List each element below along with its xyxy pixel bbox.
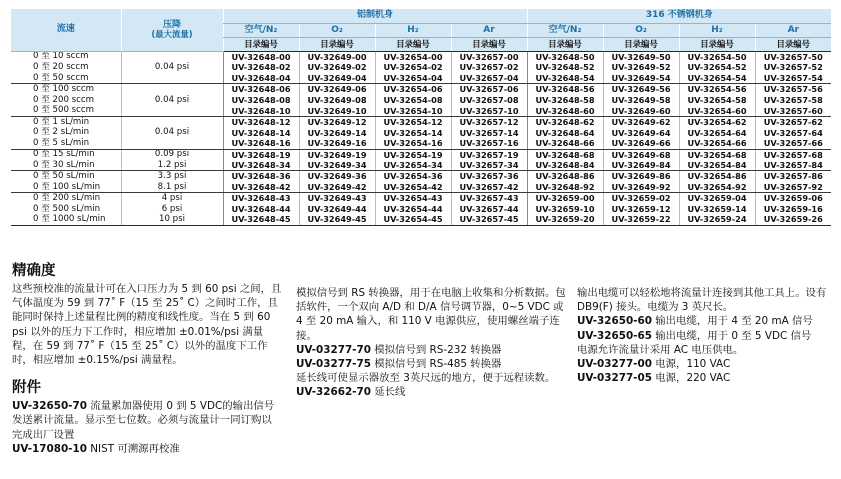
table-row <box>11 214 831 225</box>
converter-code: UV-03277-70 <box>296 343 371 356</box>
catalog-number-cell: UV-32648-42 <box>223 182 299 193</box>
table-header <box>11 9 831 51</box>
flow-rate-cell: 0 至 500 sccm <box>11 105 121 116</box>
converters-column <box>296 286 566 400</box>
catalog-number-cell: UV-32648-86 <box>527 171 603 182</box>
power-item <box>577 357 837 371</box>
cable-item <box>577 314 837 328</box>
catalog-number-cell: UV-32659-22 <box>603 214 679 225</box>
catalog-number-cell: UV-32657-00 <box>451 51 527 62</box>
gas-header-ar-al: Ar <box>451 23 527 37</box>
catalog-number-cell: UV-32648-66 <box>527 138 603 149</box>
catalog-number-cell: UV-32649-56 <box>603 84 679 95</box>
catalog-number-cell: UV-32657-36 <box>451 171 527 182</box>
table-row <box>11 95 831 106</box>
catalog-label: 目录编号 <box>679 37 755 51</box>
catalog-number-cell: UV-32649-58 <box>603 95 679 106</box>
catalog-number-cell: UV-32654-56 <box>679 84 755 95</box>
table-row <box>11 171 831 182</box>
catalog-number-cell: UV-32649-14 <box>299 127 375 138</box>
catalog-number-cell: UV-32659-20 <box>527 214 603 225</box>
catalog-number-cell: UV-32654-84 <box>679 160 755 171</box>
pressure-drop-cell: 0.09 psi <box>121 149 223 160</box>
catalog-number-cell: UV-32649-36 <box>299 171 375 182</box>
catalog-number-cell: UV-32649-68 <box>603 149 679 160</box>
table-row <box>11 203 831 214</box>
cable-item <box>577 329 837 343</box>
catalog-number-cell: UV-32657-50 <box>755 51 831 62</box>
catalog-number-cell: UV-32648-00 <box>223 51 299 62</box>
catalog-number-cell: UV-32654-19 <box>375 149 451 160</box>
catalog-number-cell: UV-32657-44 <box>451 203 527 214</box>
pressure-drop-label: 压降 <box>162 19 181 30</box>
table-row <box>11 105 831 116</box>
catalog-number-cell: UV-32654-64 <box>679 127 755 138</box>
catalog-number-cell: UV-32648-43 <box>223 193 299 204</box>
extension-code: UV-32662-70 <box>296 386 371 399</box>
pressure-drop-cell: 0.04 psi <box>121 127 223 138</box>
catalog-label: 目录编号 <box>375 37 451 51</box>
catalog-number-cell: UV-32649-62 <box>603 116 679 127</box>
catalog-number-cell: UV-32657-12 <box>451 116 527 127</box>
power-text: 电源，110 VAC <box>655 358 731 371</box>
pressure-drop-cell: 8.1 psi <box>121 182 223 193</box>
catalog-number-cell: UV-32654-66 <box>679 138 755 149</box>
catalog-number-cell: UV-32657-16 <box>451 138 527 149</box>
catalog-number-cell: UV-32648-92 <box>527 182 603 193</box>
catalog-label: 目录编号 <box>223 37 299 51</box>
catalog-number-cell: UV-32657-58 <box>755 95 831 106</box>
catalog-number-cell: UV-32648-16 <box>223 138 299 149</box>
accessories-heading: 附件 <box>12 380 41 397</box>
gas-header-o2-ss: O₂ <box>603 23 679 37</box>
pressure-drop-cell: 0.04 psi <box>121 62 223 73</box>
accessory-text: 流量累加器使用 0 到 5 VDC的输出信号发送累计流量。显示至七位数。必须与流量计一同订购以完成出厂设置 <box>12 400 275 441</box>
accessory-item <box>12 399 282 442</box>
catalog-number-cell: UV-32657-92 <box>755 182 831 193</box>
catalog-number-cell: UV-32657-06 <box>451 84 527 95</box>
converter-text: 模拟信号到 RS-485 转换器 <box>374 358 502 371</box>
power-code: UV-03277-05 <box>577 372 652 385</box>
flow-rate-cell: 0 至 500 sL/min <box>33 203 101 214</box>
table-row <box>11 149 831 160</box>
table-body <box>11 51 831 225</box>
catalog-number-cell: UV-32648-19 <box>223 149 299 160</box>
converters-intro: 模拟信号到 RS 转换器，用于在电脑上收集和分析数据。包括软件，一个双向 A/D 和 D/A 信号调节器，0~5 VDC 或 4 至 20 mA 输入，和 110 V 电源供应，使用螺丝端子连接。 <box>296 287 566 342</box>
catalog-number-cell: UV-32648-04 <box>223 73 299 84</box>
catalog-number-cell: UV-32654-02 <box>375 62 451 73</box>
catalog-number-cell: UV-32657-45 <box>451 214 527 225</box>
catalog-number-cell: UV-32649-66 <box>603 138 679 149</box>
accessory-item <box>12 442 282 456</box>
flow-rate-cell: 0 至 15 sL/min <box>33 149 95 160</box>
catalog-number-cell: UV-32654-92 <box>679 182 755 193</box>
catalog-number-cell: UV-32654-34 <box>375 160 451 171</box>
catalog-number-cell: UV-32654-58 <box>679 95 755 106</box>
catalog-number-cell: UV-32654-08 <box>375 95 451 106</box>
table-row <box>11 182 831 193</box>
catalog-number-cell: UV-32657-52 <box>755 62 831 73</box>
table-row <box>11 138 831 149</box>
gas-header-h2-al: H₂ <box>375 23 451 37</box>
catalog-label: 目录编号 <box>603 37 679 51</box>
power-intro: 电源允许流量计采用 AC 电压供电。 <box>577 343 744 356</box>
flow-rate-cell: 0 至 100 sL/min <box>11 182 121 193</box>
catalog-number-cell: UV-32648-68 <box>527 149 603 160</box>
pressure-drop-cell: 0.04 psi <box>121 95 223 106</box>
flow-rate-cell: 0 至 50 sL/min <box>33 171 95 182</box>
power-item <box>577 371 837 385</box>
catalog-number-cell: UV-32654-36 <box>375 171 451 182</box>
pressure-drop-cell <box>121 84 223 95</box>
catalog-number-cell: UV-32648-60 <box>527 105 603 116</box>
converter-item <box>296 343 566 357</box>
extension-item <box>296 385 566 399</box>
pressure-drop-cell: 1.2 psi <box>121 160 223 171</box>
extension-intro: 延长线可使显示器放至 3英尺远的地方，便于远程读数。 <box>296 372 556 385</box>
flow-rate-cell: 0 至 10 sccm <box>33 51 89 62</box>
catalog-number-cell: UV-32648-36 <box>223 171 299 182</box>
cable-code: UV-32650-65 <box>577 329 652 342</box>
power-text: 电源，220 VAC <box>655 372 731 385</box>
catalog-number-cell: UV-32654-54 <box>679 73 755 84</box>
catalog-number-cell: UV-32648-56 <box>527 84 603 95</box>
catalog-number-cell: UV-32648-54 <box>527 73 603 84</box>
flow-rate-cell: 0 至 100 sccm <box>33 84 94 95</box>
power-code: UV-03277-00 <box>577 358 652 371</box>
catalog-number-cell: UV-32657-84 <box>755 160 831 171</box>
pressure-drop-cell: 6 psi <box>121 203 223 214</box>
catalog-number-cell: UV-32654-86 <box>679 171 755 182</box>
pressure-drop-cell <box>121 51 223 62</box>
gas-header-air-al: 空气/N₂ <box>223 23 299 37</box>
catalog-number-cell: UV-32657-64 <box>755 127 831 138</box>
catalog-number-cell: UV-32648-58 <box>527 95 603 106</box>
catalog-number-cell: UV-32649-00 <box>299 51 375 62</box>
table-row <box>11 193 831 204</box>
pressure-drop-cell: 3.3 psi <box>121 171 223 182</box>
catalog-number-cell: UV-32654-42 <box>375 182 451 193</box>
catalog-number-cell: UV-32659-26 <box>755 214 831 225</box>
accuracy-text: 这些预校准的流量计可在入口压力为 5 到 60 psi 之间，且气体温度为 59 到 77˚ F（15 至 25˚ C）之间时工作，且能同时保持上述量程比例的精度和线性度。当在 5 到 60 psi 以外的压力下工作时，相应增加 ±0.01%/psi 满量程，在 59 到 77˚ F（15 至 25˚ C）以外的温度下工作时，相应增加 ±0.15%/psi 满量程。 <box>12 283 282 367</box>
catalog-number-cell: UV-32654-50 <box>679 51 755 62</box>
flow-rate-header: 流速 <box>11 9 121 51</box>
flow-rate-cell: 0 至 2 sL/min <box>33 127 90 138</box>
table-row <box>11 62 831 73</box>
catalog-number-cell: UV-32648-52 <box>527 62 603 73</box>
flow-rate-cell: 0 至 200 sccm <box>33 94 94 105</box>
catalog-number-cell: UV-32657-42 <box>451 182 527 193</box>
catalog-number-cell: UV-32649-84 <box>603 160 679 171</box>
catalog-number-cell: UV-32649-54 <box>603 73 679 84</box>
accuracy-heading: 精确度 <box>12 263 56 279</box>
catalog-number-cell: UV-32657-60 <box>755 105 831 116</box>
catalog-number-cell: UV-32649-12 <box>299 116 375 127</box>
table-row <box>11 51 831 62</box>
catalog-number-cell: UV-32648-12 <box>223 116 299 127</box>
catalog-number-cell: UV-32649-52 <box>603 62 679 73</box>
cable-code: UV-32650-60 <box>577 315 652 328</box>
catalog-number-cell: UV-32659-14 <box>679 203 755 214</box>
table-row <box>11 84 831 95</box>
catalog-number-cell: UV-32657-86 <box>755 171 831 182</box>
catalog-number-cell: UV-32649-08 <box>299 95 375 106</box>
catalog-number-cell: UV-32657-56 <box>755 84 831 95</box>
catalog-number-cell: UV-32657-62 <box>755 116 831 127</box>
catalog-number-cell: UV-32657-66 <box>755 138 831 149</box>
catalog-number-cell: UV-32648-34 <box>223 160 299 171</box>
gas-header-o2-al: O₂ <box>299 23 375 37</box>
cables-intro: 输出电缆可以轻松地将流量计连接到其他工具上。设有DB9(F) 接头。电缆为 3 英尺长。 <box>577 287 827 314</box>
catalog-number-cell: UV-32654-43 <box>375 193 451 204</box>
catalog-number-cell: UV-32657-10 <box>451 105 527 116</box>
aluminum-body-group-header: 铝制机身 <box>223 9 527 23</box>
pressure-drop-cell: 10 psi <box>121 214 223 225</box>
catalog-label: 目录编号 <box>755 37 831 51</box>
gas-header-h2-ss: H₂ <box>679 23 755 37</box>
accessory-code: UV-17080-10 <box>12 442 87 455</box>
catalog-number-cell: UV-32657-68 <box>755 149 831 160</box>
catalog-number-cell: UV-32657-54 <box>755 73 831 84</box>
accuracy-accessories-column <box>12 262 282 456</box>
stainless-body-group-header: 316 不锈钢机身 <box>527 9 831 23</box>
cable-text: 输出电缆，用于 0 至 5 VDC 信号 <box>655 329 812 342</box>
catalog-number-cell: UV-32657-02 <box>451 62 527 73</box>
flow-rate-cell: 0 至 30 sL/min <box>11 160 121 171</box>
catalog-number-cell: UV-32657-08 <box>451 95 527 106</box>
catalog-number-cell: UV-32649-10 <box>299 105 375 116</box>
catalog-number-cell: UV-32654-45 <box>375 214 451 225</box>
catalog-number-cell: UV-32657-19 <box>451 149 527 160</box>
pressure-drop-cell <box>121 138 223 149</box>
catalog-number-cell: UV-32657-14 <box>451 127 527 138</box>
catalog-number-cell: UV-32649-16 <box>299 138 375 149</box>
catalog-number-cell: UV-32649-34 <box>299 160 375 171</box>
catalog-number-cell: UV-32649-04 <box>299 73 375 84</box>
catalog-number-cell: UV-32648-62 <box>527 116 603 127</box>
catalog-number-cell: UV-32654-04 <box>375 73 451 84</box>
catalog-number-cell: UV-32649-64 <box>603 127 679 138</box>
catalog-number-cell: UV-32649-06 <box>299 84 375 95</box>
table-row <box>11 116 831 127</box>
flow-rate-cell: 0 至 5 sL/min <box>11 138 121 149</box>
cables-power-column <box>577 286 837 385</box>
catalog-number-cell: UV-32648-44 <box>223 203 299 214</box>
catalog-number-cell: UV-32649-43 <box>299 193 375 204</box>
catalog-number-cell: UV-32649-92 <box>603 182 679 193</box>
converter-text: 模拟信号到 RS-232 转换器 <box>374 343 502 356</box>
catalog-number-cell: UV-32659-02 <box>603 193 679 204</box>
accessory-text: NIST 可溯源再校准 <box>90 442 180 455</box>
catalog-number-cell: UV-32659-24 <box>679 214 755 225</box>
catalog-number-cell: UV-32648-14 <box>223 127 299 138</box>
catalog-number-cell: UV-32659-16 <box>755 203 831 214</box>
catalog-number-cell: UV-32654-00 <box>375 51 451 62</box>
catalog-number-cell: UV-32659-06 <box>755 193 831 204</box>
pressure-drop-cell <box>121 73 223 84</box>
catalog-number-cell: UV-32649-02 <box>299 62 375 73</box>
catalog-number-cell: UV-32648-64 <box>527 127 603 138</box>
catalog-number-cell: UV-32654-12 <box>375 116 451 127</box>
accessory-code: UV-32650-70 <box>12 400 87 413</box>
catalog-number-cell: UV-32648-06 <box>223 84 299 95</box>
catalog-number-cell: UV-32659-04 <box>679 193 755 204</box>
catalog-number-cell: UV-32654-44 <box>375 203 451 214</box>
flow-rate-cell: 0 至 20 sccm <box>33 62 89 73</box>
catalog-number-cell: UV-32649-44 <box>299 203 375 214</box>
flow-rate-cell: 0 至 1000 sL/min <box>11 214 121 225</box>
pressure-drop-cell <box>121 116 223 127</box>
catalog-number-cell: UV-32649-19 <box>299 149 375 160</box>
catalog-number-cell: UV-32649-60 <box>603 105 679 116</box>
catalog-label: 目录编号 <box>451 37 527 51</box>
catalog-number-cell: UV-32654-60 <box>679 105 755 116</box>
converter-code: UV-03277-75 <box>296 358 371 371</box>
catalog-number-cell: UV-32654-16 <box>375 138 451 149</box>
pressure-drop-cell: 4 psi <box>121 193 223 204</box>
catalog-number-cell: UV-32648-84 <box>527 160 603 171</box>
pressure-drop-cell <box>121 105 223 116</box>
catalog-number-cell: UV-32659-00 <box>527 193 603 204</box>
table-row <box>11 160 831 171</box>
catalog-number-cell: UV-32657-43 <box>451 193 527 204</box>
gas-header-air-ss: 空气/N₂ <box>527 23 603 37</box>
catalog-number-cell: UV-32649-45 <box>299 214 375 225</box>
catalog-number-cell: UV-32654-10 <box>375 105 451 116</box>
catalog-label: 目录编号 <box>527 37 603 51</box>
flow-rate-cell: 0 至 50 sccm <box>11 73 121 84</box>
catalog-number-cell: UV-32649-42 <box>299 182 375 193</box>
catalog-number-cell: UV-32648-08 <box>223 95 299 106</box>
catalog-number-cell: UV-32648-50 <box>527 51 603 62</box>
catalog-number-cell: UV-32648-45 <box>223 214 299 225</box>
gas-header-ar-ss: Ar <box>755 23 831 37</box>
catalog-number-cell: UV-32648-10 <box>223 105 299 116</box>
table-row <box>11 73 831 84</box>
catalog-number-cell: UV-32654-06 <box>375 84 451 95</box>
catalog-number-cell: UV-32654-68 <box>679 149 755 160</box>
catalog-number-cell: UV-32648-02 <box>223 62 299 73</box>
catalog-number-cell: UV-32659-10 <box>527 203 603 214</box>
flow-rate-cell: 0 至 200 sL/min <box>33 192 101 203</box>
catalog-label: 目录编号 <box>299 37 375 51</box>
catalog-table <box>11 9 831 226</box>
flow-rate-cell: 0 至 1 sL/min <box>33 116 90 127</box>
catalog-number-cell: UV-32659-12 <box>603 203 679 214</box>
catalog-number-cell: UV-32654-62 <box>679 116 755 127</box>
catalog-number-cell: UV-32654-52 <box>679 62 755 73</box>
catalog-number-cell: UV-32657-04 <box>451 73 527 84</box>
catalog-number-cell: UV-32649-86 <box>603 171 679 182</box>
cable-text: 输出电缆，用于 4 至 20 mA 信号 <box>655 315 813 328</box>
table-row <box>11 127 831 138</box>
pressure-drop-header <box>121 9 223 51</box>
catalog-number-cell: UV-32654-14 <box>375 127 451 138</box>
catalog-number-cell: UV-32649-50 <box>603 51 679 62</box>
pressure-drop-sublabel: (最大流量) <box>151 29 193 40</box>
extension-text: 延长线 <box>374 386 406 399</box>
converter-item <box>296 357 566 371</box>
catalog-number-cell: UV-32657-34 <box>451 160 527 171</box>
